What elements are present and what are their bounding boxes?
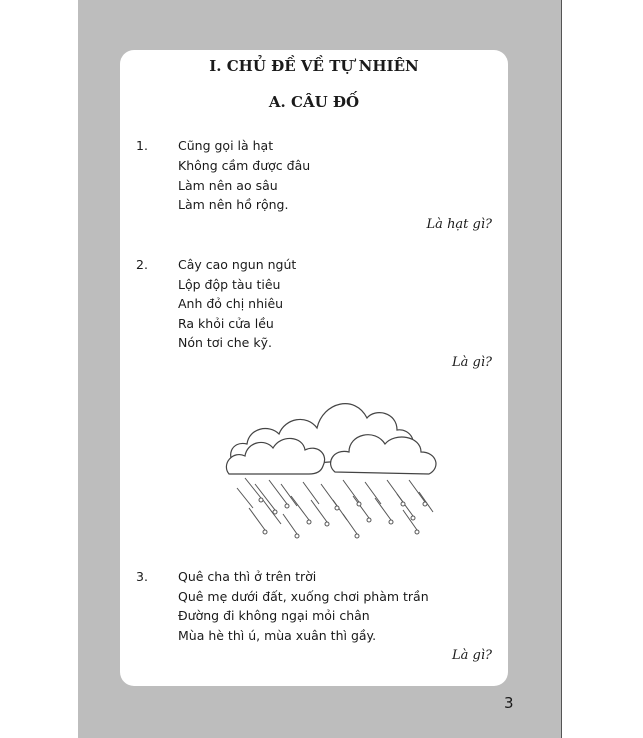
page-number: 3 [504,694,514,712]
riddle-number: 3. [136,569,148,584]
riddle-answer: Là gì? [452,355,492,370]
riddle-line: Làm nên hồ rộng. [178,197,289,212]
riddle-answer: Là hạt gì? [426,217,492,232]
rain-cloud-icon [225,388,441,546]
section-title: I. CHỦ ĐỀ VỀ TỰ NHIÊN [209,57,419,75]
riddle-line: Cây cao ngun ngút [178,257,297,272]
riddle-line: Quê cha thì ở trên trời [178,569,317,584]
riddle-line: Mùa hè thì ú, mùa xuân thì gầy. [178,628,377,643]
riddle-line: Lộp độp tàu tiêu [178,277,281,292]
riddle-line: Quê mẹ dưới đất, xuống chơi phàm trần [178,589,429,604]
riddle-line: Anh đỏ chị nhiêu [178,296,284,311]
riddle-number: 2. [136,257,148,272]
riddle-number: 1. [136,138,148,153]
riddle-answer: Là gì? [452,648,492,663]
riddle-line: Ra khỏi cửa lều [178,316,274,331]
riddle-line: Đường đi không ngại mỏi chân [178,608,370,623]
riddle-line: Cũng gọi là hạt [178,138,274,153]
riddle-line: Không cầm được đâu [178,158,311,173]
riddle-line: Nón tơi che kỹ. [178,335,272,350]
page-edge-line [561,0,562,738]
content-card [120,50,508,686]
subsection-title: A. CÂU ĐỐ [268,93,360,111]
riddle-line: Làm nên ao sâu [178,178,278,193]
